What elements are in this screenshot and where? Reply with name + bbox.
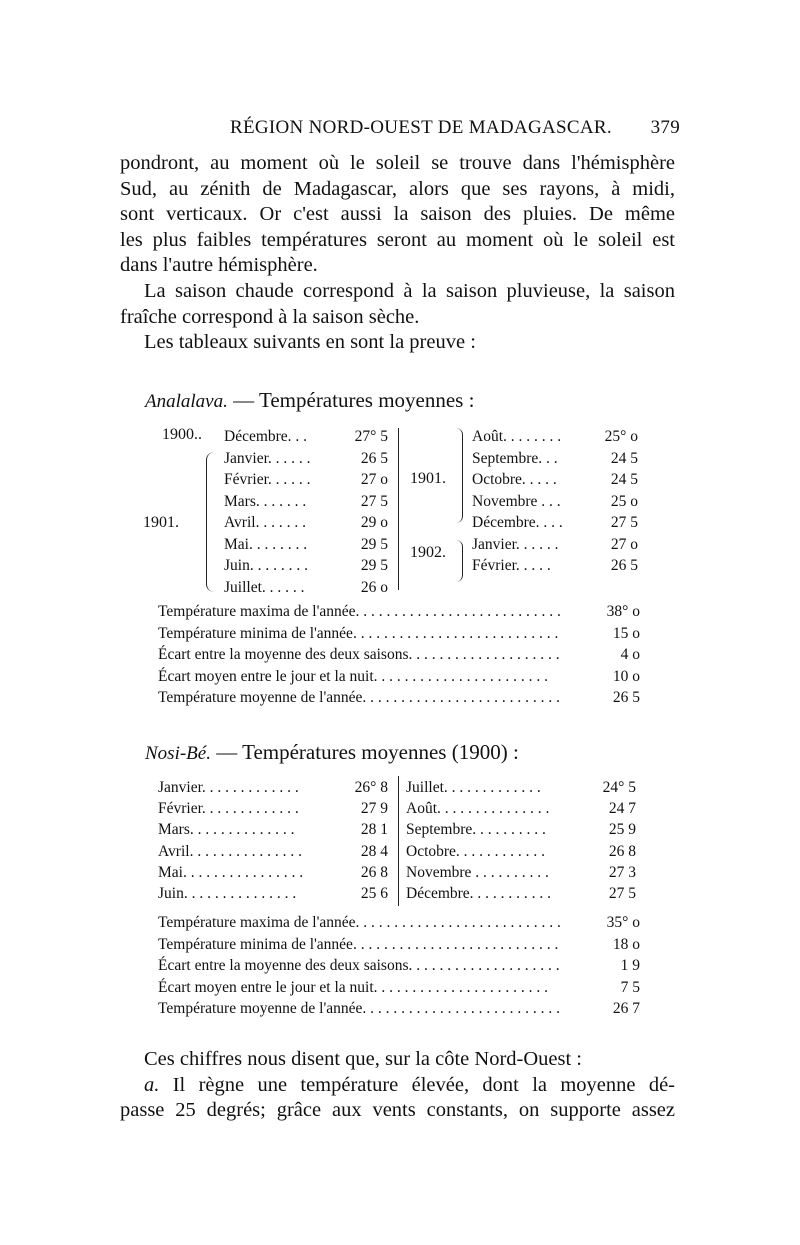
table-row [224,469,388,491]
summary-value: 26 5 [612,689,640,706]
month-label: Mai. . . . . . . . . . . . . . . . [158,863,304,881]
summary-row [158,912,638,934]
year-label: 1901. [410,470,446,487]
month-label: Janvier. . . . . . [224,449,311,467]
summary-label: Température maxima de l'année. . . . . . . . . . . . . . . . . . . . . . . . . . . [158,914,561,931]
month-label: Janvier. . . . . . [472,535,559,553]
temperature-value: 27° 5 [354,428,388,445]
month-label: Novembre . . . [472,492,561,510]
summary-label: Température minima de l'année. . . . . . . . . . . . . . . . . . . . . . . . . . . [158,935,559,953]
temperature-value: 28 4 [360,842,388,860]
text-line: La saison chaude correspond à la saison pluvieuse, la saison [144,279,675,302]
summary-row [158,623,638,645]
temperature-value: 26° 8 [354,779,388,796]
table-row [158,883,388,905]
table-row [472,491,638,513]
text-line: passe 25 degrés; grâce aux vents constants, on supporte assez [120,1099,675,1122]
month-label: Novembre . . . . . . . . . . [406,863,549,881]
month-label: Mars. . . . . . . [224,492,307,510]
temperature-value: 27 5 [608,885,636,902]
text-line: pondront, au moment où le soleil se trouve dans l'hémisphère [120,152,675,174]
temperature-value: 27 9 [360,800,388,818]
temperature-value: 26 8 [608,842,636,860]
table-row [224,555,388,577]
month-label: Août. . . . . . . . . . . . . . . [406,800,550,818]
table-row [158,819,388,841]
temperature-value: 25 6 [360,885,388,902]
brace [456,428,463,523]
summary-row [158,977,638,999]
temperature-value: 24 5 [610,449,638,467]
summary-label: Écart moyen entre le jour et la nuit. . . . . . . . . . . . . . . . . . . . . . . [158,667,548,685]
month-label: Octobre. . . . . . . . . . . . [406,842,546,860]
table-row [406,819,636,841]
closing-paragraph [120,1047,675,1124]
text-line: Sud, au zénith de Madagascar, alors que ses rayons, à midi, [120,177,675,200]
list-marker: a. [144,1073,160,1096]
table-row [406,777,636,799]
running-title: RÉGION NORD-OUEST DE MADAGASCAR. [230,117,612,138]
table-row [406,862,636,884]
temperature-value: 26 8 [360,863,388,881]
temperature-value: 25 o [610,492,638,510]
month-label: Février. . . . . [472,557,551,574]
analalava-place: Analalava. [145,391,228,412]
summary-row [158,955,638,977]
month-label: Août. . . . . . . . [472,428,562,445]
brace [206,452,215,592]
table-row [406,883,636,905]
month-label: Décembre. . . . [472,514,563,531]
year-label: 1902. [410,544,446,561]
temperature-value: 26 5 [610,557,638,574]
text-line: sont verticaux. Or c'est aussi la saison des pluies. De même [120,203,675,226]
temperature-value: 28 1 [360,821,388,839]
temperature-value: 26 o [360,578,388,596]
table-row [224,426,388,448]
temperature-value: 27 5 [360,492,388,510]
brace [456,540,463,582]
month-label: Avril. . . . . . . [224,514,306,531]
summary-label: Écart entre la moyenne des deux saisons. . . . . . . . . . . . . . . . . . . . [158,646,560,663]
month-label: Février. . . . . . [224,471,311,488]
temperature-value: 29 o [360,514,388,531]
temperature-value: 27 o [610,535,638,553]
page-number: 379 [650,117,680,138]
table-row [158,862,388,884]
summary-value: 35° o [606,914,640,931]
analalava-heading: — Températures moyennes : [227,388,475,412]
temperature-value: 29 5 [360,535,388,553]
summary-row [158,934,638,956]
temperature-value: 27 o [360,471,388,488]
summary-value: 10 o [612,667,640,685]
text-line: Ces chiffres nous disent que, sur la côte Nord-Ouest : [144,1048,582,1070]
table-row [224,577,388,599]
month-label: Juillet. . . . . . [224,578,305,596]
summary-label: Température moyenne de l'année. . . . . . . . . . . . . . . . . . . . . . . . . . [158,689,561,706]
table-row [406,841,636,863]
text-line [120,1073,675,1099]
summary-label: Température maxima de l'année. . . . . . . . . . . . . . . . . . . . . . . . . . . [158,603,561,620]
month-label: Décembre. . . [224,428,308,445]
summary-value: 38° o [606,603,640,620]
table-row [224,491,388,513]
nosibe-title [145,740,519,765]
summary-row [158,687,638,709]
month-label: Janvier. . . . . . . . . . . . . [158,779,299,796]
summary-row [158,644,638,666]
month-label: Mars. . . . . . . . . . . . . . [158,821,295,839]
table-row [158,798,388,820]
table-row [158,841,388,863]
year-label: 1901. [143,514,179,531]
table-row [472,555,638,577]
summary-label: Température moyenne de l'année. . . . . . . . . . . . . . . . . . . . . . . . . . [158,1000,561,1017]
text-line: Les tableaux suivants en sont la preuve : [144,331,476,354]
temperature-value: 27 3 [608,863,636,881]
summary-row [158,998,638,1020]
summary-label: Température minima de l'année. . . . . . . . . . . . . . . . . . . . . . . . . . . [158,624,559,642]
month-label: Juin. . . . . . . . [224,557,308,574]
month-label: Février. . . . . . . . . . . . . [158,800,299,818]
summary-value: 1 9 [620,957,640,974]
temperature-value: 25 9 [608,821,636,839]
month-label: Avril. . . . . . . . . . . . . . . [158,842,302,860]
table-row [472,512,638,534]
running-header [230,117,680,139]
temperature-value: 26 5 [360,449,388,467]
year-label: 1900.. [162,426,202,443]
table-row [472,534,638,556]
temperature-value: 24° 5 [602,779,636,796]
table-row [406,798,636,820]
summary-value: 26 7 [612,1000,640,1017]
text-line: fraîche correspond à la saison sèche. [120,305,420,328]
table-row [158,777,388,799]
text-line: dans l'autre hémisphère. [120,254,318,277]
summary-row [158,666,638,688]
table-row [224,512,388,534]
intro-paragraph [120,151,675,356]
summary-value: 4 o [620,646,640,663]
temperature-value: 24 7 [608,800,636,818]
summary-row [158,601,638,623]
table-row [472,448,638,470]
summary-value: 18 o [612,935,640,953]
column-rule [398,776,399,906]
month-label: Décembre. . . . . . . . . . . [406,885,552,902]
text-span: Il règne une température élevée, dont la moyenne dé- [172,1073,675,1096]
summary-value: 7 5 [620,978,640,996]
summary-label: Écart entre la moyenne des deux saisons. . . . . . . . . . . . . . . . . . . . [158,957,560,974]
table-row [472,426,638,448]
nosibe-place: Nosi-Bé. [145,743,211,764]
nosibe-heading: — Températures moyennes (1900) : [210,740,519,764]
temperature-value: 29 5 [360,557,388,574]
temperature-value: 25° o [604,428,638,445]
summary-value: 15 o [612,624,640,642]
month-label: Octobre. . . . . [472,471,557,488]
analalava-title [145,388,474,413]
summary-label: Écart moyen entre le jour et la nuit. . . . . . . . . . . . . . . . . . . . . . . [158,978,548,996]
table-row [472,469,638,491]
temperature-value: 27 5 [610,514,638,531]
month-label: Juin. . . . . . . . . . . . . . . [158,885,297,902]
temperature-value: 24 5 [610,471,638,488]
text-line: les plus faibles températures seront au moment où le soleil est [120,228,675,251]
table-row [224,534,388,556]
table-row [224,448,388,470]
month-label: Mai. . . . . . . . [224,535,308,553]
month-label: Septembre. . . [472,449,558,467]
month-label: Septembre. . . . . . . . . . [406,821,546,839]
column-rule [398,428,399,590]
month-label: Juillet. . . . . . . . . . . . . [406,779,541,796]
